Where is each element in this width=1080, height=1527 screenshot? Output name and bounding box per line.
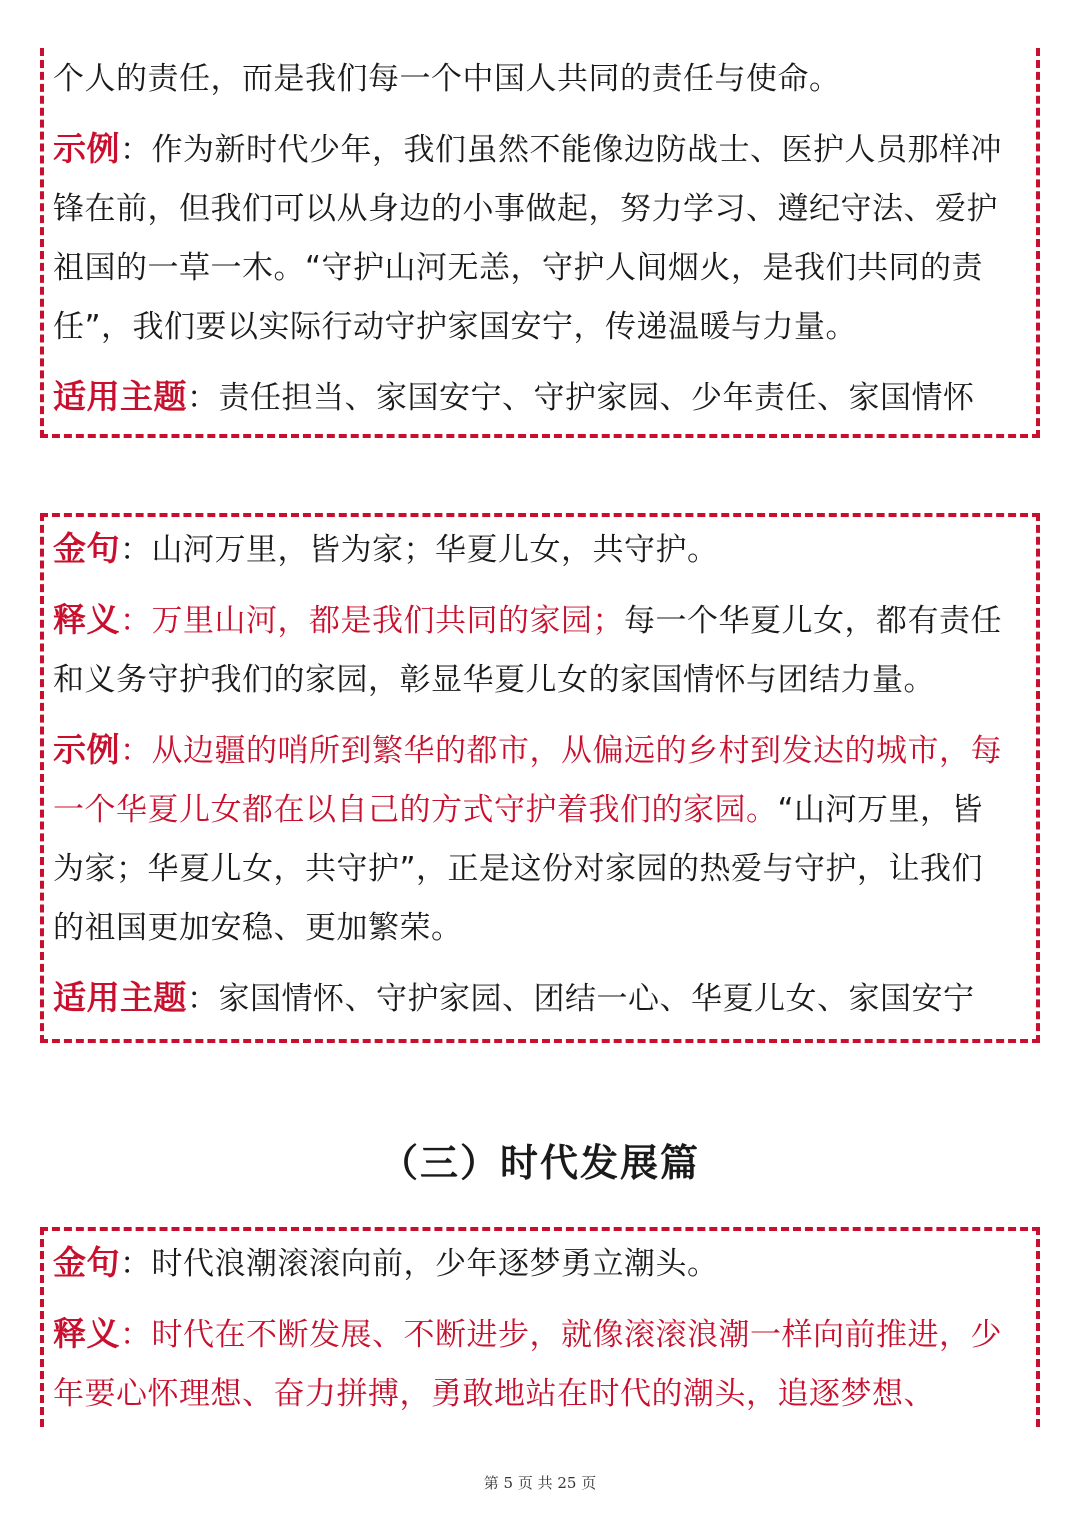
quote-paragraph — [53, 1233, 1014, 1294]
theme-paragraph — [53, 968, 1014, 1029]
meaning-highlight: ：时代在不断发展、不断进步，就像滚滚浪潮一样向前推进，少年要心怀理想、奋力拼搏，勇敢地站在时代的潮头，追逐梦想、 — [53, 1317, 1002, 1412]
example-highlight: ：从边疆的哨所到繁华的都市，从偏远的乡村到发达的城市，每一个华夏儿女都在以自己的方式守护着我们的家园。 — [53, 733, 1002, 828]
theme-text: ：家国情怀、守护家园、团结一心、华夏儿女、家国安宁 — [187, 981, 975, 1017]
quote-label: 金句 — [53, 529, 120, 568]
meaning-text: 每一个华夏儿女，都有责任和义务守护我们的家园，彰显华夏儿女的家国情怀与团结力量。 — [53, 603, 1002, 698]
meaning-paragraph — [53, 590, 1014, 710]
example-text: ：作为新时代少年，我们虽然不能像边防战士、医护人员那样冲锋在前，但我们可以从身边的小事做起，努力学习、遵纪守法、爱护祖国的一草一木。“守护山河无恙，守护人间烟火，是我们共同的责任”，我们要以实际行动守护家国安宁，传递温暖与力量。 — [53, 132, 1002, 345]
section-title: （三）时代发展篇 — [379, 1141, 700, 1185]
meaning-label: 释义 — [53, 600, 120, 639]
example-paragraph — [53, 720, 1014, 958]
quote-text: ：山河万里，皆为家；华夏儿女，共守护。 — [120, 532, 719, 568]
paragraph-continued: 个人的责任，而是我们每一个中国人共同的责任与使命。 — [53, 61, 841, 97]
theme-text: ：责任担当、家国安宁、守护家园、少年责任、家国情怀 — [187, 380, 975, 416]
example-label: 示例 — [53, 730, 120, 769]
meaning-highlight: ：万里山河，都是我们共同的家园； — [120, 603, 624, 639]
example-paragraph — [53, 119, 1014, 357]
theme-paragraph — [53, 367, 1014, 428]
page-footer: 第 5 页 共 25 页 — [483, 1474, 597, 1492]
quote-label: 金句 — [53, 1243, 120, 1282]
quote-text: ：时代浪潮滚滚向前，少年逐梦勇立潮头。 — [120, 1246, 719, 1282]
theme-label: 适用主题 — [53, 978, 187, 1017]
quote-paragraph — [53, 519, 1014, 580]
theme-label: 适用主题 — [53, 377, 187, 416]
card-era — [40, 1227, 1040, 1427]
card-shanhe — [40, 513, 1040, 1043]
meaning-paragraph — [53, 1304, 1014, 1424]
example-text: “山河万里，皆为家；华夏儿女，共守护”，正是这份对家园的热爱与守护，让我们的祖国更加安稳、更加繁荣。 — [53, 792, 984, 946]
card-continued — [40, 48, 1040, 438]
meaning-label: 释义 — [53, 1314, 120, 1353]
example-label: 示例 — [53, 129, 120, 168]
